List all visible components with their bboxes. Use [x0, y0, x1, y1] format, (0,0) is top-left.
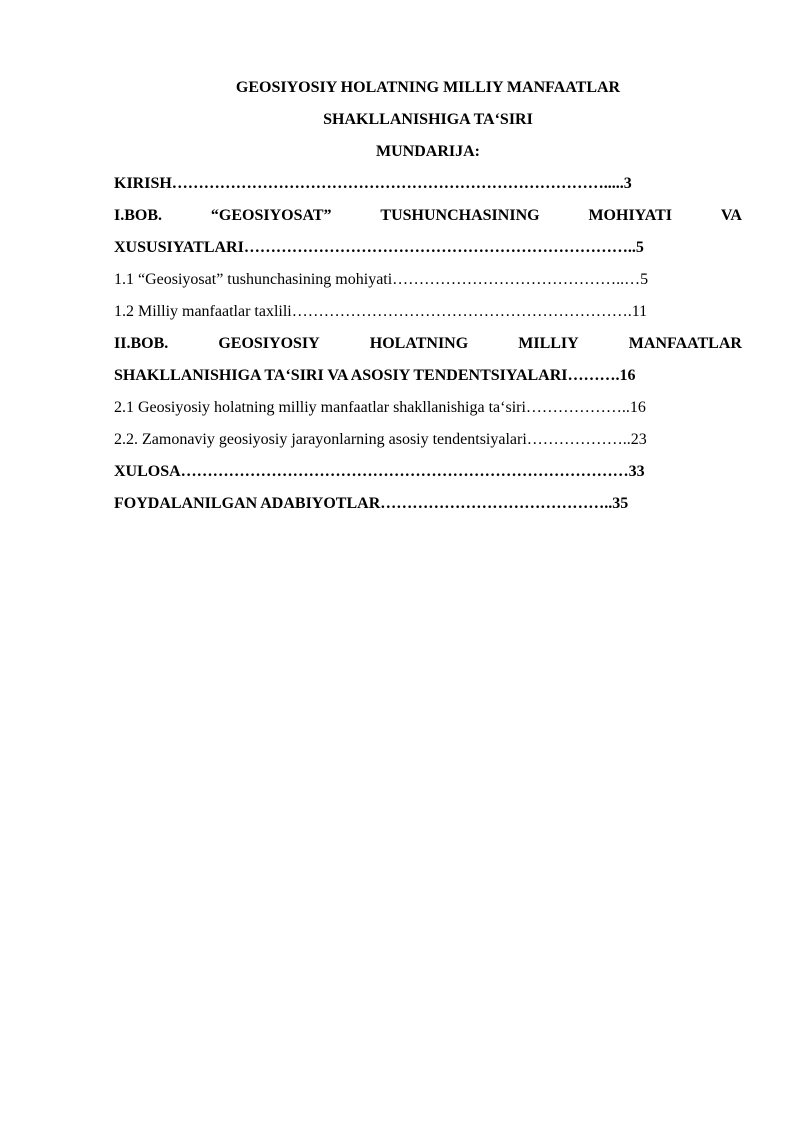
toc-entry-xulosa: XULOSA…………………………………………………………………………33 [114, 463, 645, 480]
toc-word: I.BOB. [114, 207, 163, 224]
document-page [114, 72, 742, 520]
toc-word: GEOSIYOSIY [218, 335, 320, 352]
toc-entry-section-2-2: 2.2. Zamonaviy geosiyosiy jarayonlarning asosiy tendentsiyalari………………..23 [114, 431, 647, 448]
toc-word: TUSHUNCHASINING [380, 207, 540, 224]
toc-word: HOLATNING [369, 335, 469, 352]
contents-heading: MUNDARIJA: [376, 143, 480, 160]
toc-entry-chapter-2-line-2: SHAKLLANISHIGA TA‘SIRI VA ASOSIY TENDENTSIYALARI……….16 [114, 367, 636, 384]
toc-word: “GEOSIYOSAT” [210, 207, 332, 224]
toc-entry-section-1-1: 1.1 “Geosiyosat” tushunchasining mohiyati……………………………………..…5 [114, 271, 649, 288]
toc-entry-chapter-1-line-1 [114, 200, 742, 232]
toc-word: VA [720, 207, 742, 224]
toc-entry-adabiyotlar: FOYDALANILGAN ADABIYOTLAR……………………………………..35 [114, 495, 629, 512]
toc-entry-chapter-1-line-2: XUSUSIYATLARI………………………………………………………………..5 [114, 239, 644, 256]
toc-word: MILLIY [518, 335, 579, 352]
document-title-line-1: GEOSIYOSIY HOLATNING MILLIY MANFAATLAR [235, 79, 621, 96]
toc-entry-chapter-2-line-1 [114, 328, 742, 360]
toc-entry-section-2-1: 2.1 Geosiyosiy holatning milliy manfaatlar shakllanishiga ta‘siri………………..16 [114, 399, 646, 416]
toc-entry-section-1-2: 1.2 Milliy manfaatlar taxlili……………………………………………………….11 [114, 303, 648, 320]
toc-word: II.BOB. [114, 335, 169, 352]
document-title-line-2: SHAKLLANISHIGA TA‘SIRI [323, 111, 533, 128]
toc-word: MOHIYATI [588, 207, 673, 224]
toc-word: MANFAATLAR [628, 335, 742, 352]
toc-entry-chapter-1 [114, 200, 742, 264]
toc-entry-chapter-2 [114, 328, 742, 392]
toc-entry-kirish: KIRISH……………………………………………………………………….....3 [114, 175, 632, 192]
